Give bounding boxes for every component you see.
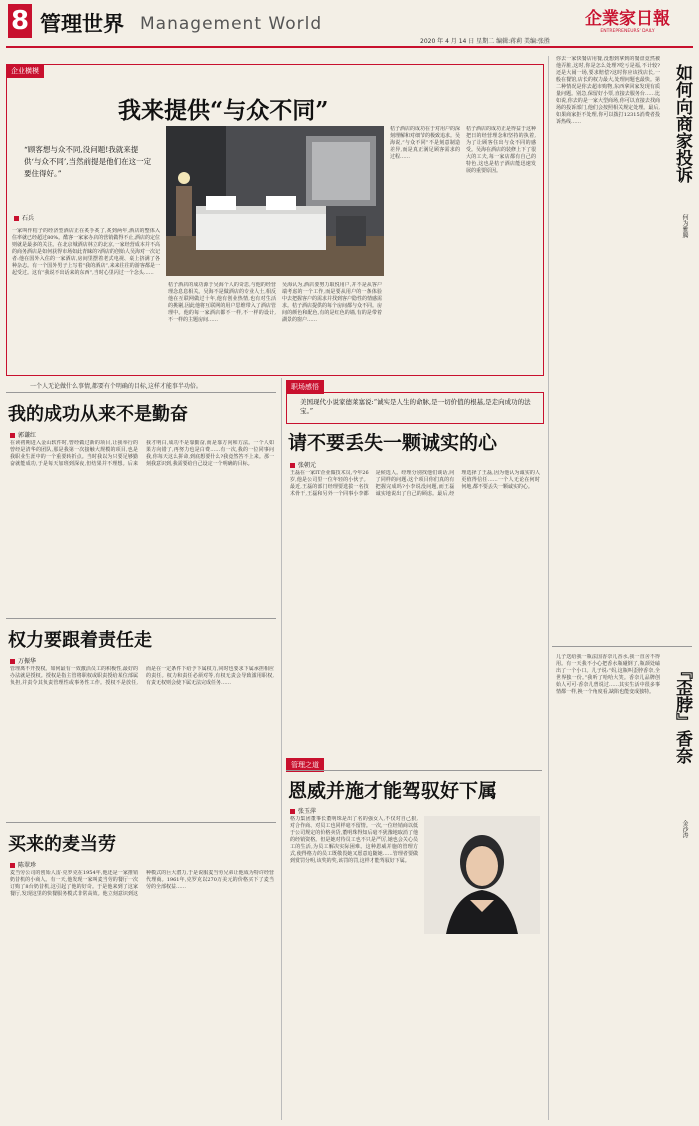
body-col-2: 桔子酒店的成功源于吴海个人的奇思,与他的经营理念息息相关。吴海不是做酒店的专业人士,相反他在互联网做过十年,他有创业热情,也有对生活的挑剔,因此他将互联网的用户思维带入了酒店管理中。他的每一家酒店都不一样,不一样的设计,不一样的主题房间……	[168, 282, 276, 323]
logo-cn: 企業家日報	[585, 9, 670, 29]
author: 郭谦红	[10, 430, 36, 439]
pullquote: “顾客想与众不同,没问题!我就来提供‘与众不同’,当然前提是他们在这一定要住得好。”	[24, 145, 152, 178]
section-tag: 管理之道	[286, 758, 324, 772]
body: 格力集团董事长董明珠是出了名的强女人,不仅对自己狠,对合作商、对员工也同样毫不留情。一次,一位经销商以低于公司规定的价格卖货,董明珠得知后毫不犹豫地取消了他的经销资格。但是她对待员工也不只是严厉,她也会关心员工的生活,为员工解决实际困难。这种恩威并施的管理方式,使得格力的员工既敬畏她又愿意追随她……管理者要做到赏罚分明,该奖的奖,该罚的罚,这样才能驾驭好下属。	[290, 816, 418, 864]
complaint-author: 何为雅腾	[681, 214, 688, 238]
complaint-title: 如何向商家投诉	[672, 64, 692, 183]
author: 石兵	[14, 213, 34, 222]
quote-line: 一个人无论做什么事情,都要有个明确的目标,这样才能事半功倍。	[30, 383, 202, 390]
page-number-badge	[8, 4, 32, 38]
rule	[286, 770, 542, 771]
headline: 请不要丢失一颗诚实的心	[288, 432, 498, 454]
section-tag: 职场感悟	[286, 380, 324, 394]
author: 张朝元	[290, 460, 316, 469]
body: 麦当劳公司的创始人雷·克罗克在1954年,他还是一家推销奶昔机的小商人。有一天,他发现一家叫麦当劳的餐厅一次订购了8台奶昔机,这引起了他的好奇。于是他来到了这家餐厅,发现这里的快餐服务模式非常高效。他立刻意识到这种模式的巨大潜力,于是说服麦当劳兄弟让他成为特许经营代理商。1961年,克罗克以270万美元的价格买下了麦当劳的全部权益……	[10, 870, 274, 897]
quote-rule	[6, 392, 276, 393]
rule	[552, 646, 692, 647]
headline: 恩威并施才能驾驭好下属	[288, 780, 498, 802]
headline: 权力要跟着责任走	[8, 630, 152, 651]
author: 张玉萍	[290, 806, 316, 815]
body-col-3: 吴海认为,酒店要努力取悦用户,并不是从客户端考虑的一个工作,而是要从用户的一条体验中去把握客户的需求并找到客户隐性的情感需求。桔子酒店提供的每个房间都与众不同。房间的颜色和配色,有的是红色的墙,有的是带着湖景的窗户……	[282, 282, 382, 323]
body: 在读初期进入金山软件时,曾经做过新的项目,让我举行的曾经是清华的团队,那是我第一次接触大规模的项目,也是我职业生涯中的一个重要转折点。当时我以为只要足够勤奋就能成功,于是每天加班到深夜,但结果并不理想。后来我才明白,成功不是靠勤奋,而是靠方向和方法。一个人如果方向错了,再努力也是白费……有一次,我的一位同事问我,你每天这么拼命,到底想要什么?我竟然答不上来。那一刻我意识到,我需要给自己设定一个明确的目标。	[10, 440, 274, 467]
body-col-5: 桔子酒店的成功正是得益于这种把日的经营理念和坚持的执着,为了让顾客住出与众不同的感受。吴海在酒店的装修上下了很大的工夫,每一家店都有自己的特色,这也是桔子酒店能迅速发展的重要原因。	[466, 126, 536, 174]
lead-text: 美国现代小说家德莱塞说:“诚实是人生的命脉,是一切价值的根基,是走向成功的法宝。”	[300, 398, 531, 415]
author: 陈翠珍	[10, 860, 36, 869]
portrait-photo	[424, 816, 540, 934]
body: 王磊在一家IT企业做技术员,今年26岁,他是公司里一位年轻的小伙子。最近,王磊的部门经理要选拔一名技术骨干,王磊和另外一个同事小李都是候选人。经理分别找他们谈话,问了同样的问题:这个项目你们真的有把握完成吗?小李说没问题,而王磊诚实地说出了自己的顾虑。最后,经理选择了王磊,因为他认为诚实的人更值得信任……一个人无论在何时何地,都不要丢失一颗诚实的心。	[290, 470, 540, 497]
column-divider	[548, 56, 549, 1120]
section-title-en: Management World	[140, 14, 323, 34]
hotel-room-photo	[166, 126, 384, 276]
chanel-author: 金沙涛	[681, 820, 688, 838]
headline: 我的成功从来不是勤奋	[8, 404, 188, 425]
column-divider-left	[281, 378, 282, 1120]
body-col-1: 一家叫作桔子的经济型酒店正在炙手炙了,炙到两年,酒店的整体入住率就已经超过80%。酷客一家家办店的营销做得不止,酒店的定位则就是最多的关注。在北京城酒店林立的北京,一家经营成本并不高的商务酒店是如何获得市场如此青睐的?酒店的创始人吴海对一次记者:他在国外入住的一家酒店,房间里摆着老式电视、桌上挤满了各种杂志。有一个国外男子上写着“我的酒店”,来来往往的游客都是一起受过。这有“我说不出话来的东西”,当时心里闪过一个念头……	[12, 228, 160, 276]
header-rule	[6, 46, 693, 48]
section-title-cn: 管理世界	[40, 11, 124, 36]
author: 万振华	[10, 656, 36, 665]
headline: 我来提供“与众不同”	[118, 97, 329, 124]
section-tag: 企业横模	[6, 64, 44, 78]
logo-en: ENTREPRENEURS' DAILY	[600, 29, 655, 34]
chanel-title: 『歪脖』香奈	[672, 662, 692, 764]
headline: 买来的麦当劳	[8, 834, 116, 855]
body: 管理离不开授权。如何最有一效激活员工的积极性,最好的办法就是授权。授权是指主管将职权或职责授给某位部属负担,并责令其负责管理性或事务性工作。授权不是放任,而是在一定条件下给予下属权力,同时也要求下属承担相应的责任。权力和责任必须对等,有权无责会导致滥用职权,有责无权则会使下属无法完成任务……	[10, 666, 274, 686]
chanel-body: 儿子送给我一瓶法国香奈儿香水,我一直舍不得用。有一天我不小心把香水瓶碰倒了,瓶颈处磕出了一个小口。儿子说:“妈,这瓶叫歪脖香奈,全世界独一份。”我听了哈哈大笑。香奈儿品牌创始人可可·香奈儿曾说过……其实生活中很多事情都一样,换一个角度看,缺陷也能变成独特。	[556, 654, 660, 695]
body-col-4: 桔子酒店的成功在于对用户的深刻理解和对细节的极致追求。吴海说,“与众不同”不是刻意制造差异,而是真正满足顾客需求的过程……	[390, 126, 460, 160]
rule	[6, 618, 276, 619]
body-continued	[424, 940, 540, 1120]
page-number: 8	[10, 6, 30, 36]
logo	[585, 4, 670, 34]
complaint-body: 你去一家快餐店用餐,没想到拿到的餐盘竟然被他弄脏,这时,你是怎么处理?吃亏是福,不计较?还是大闹一场,要求赔偿?这时你应该找店长,一般在餐馆,店长的权力最大,处理问题也最快。第二种情况是你去超市购物,东西拿回家发现有质量问题。别急,保留好小票,直接去服务台……比如说,你去的是一家大型商场,你可以直接去找商场的投诉部门,他们会按照相关规定处理。最后,如果商家拒不处理,你可以拨打12315消费者投诉热线……	[556, 56, 660, 125]
rule	[6, 822, 276, 823]
date-line: 2020 年 4 月 14 日 星期二 编辑:蒋莉 美编:张胜	[420, 38, 551, 45]
